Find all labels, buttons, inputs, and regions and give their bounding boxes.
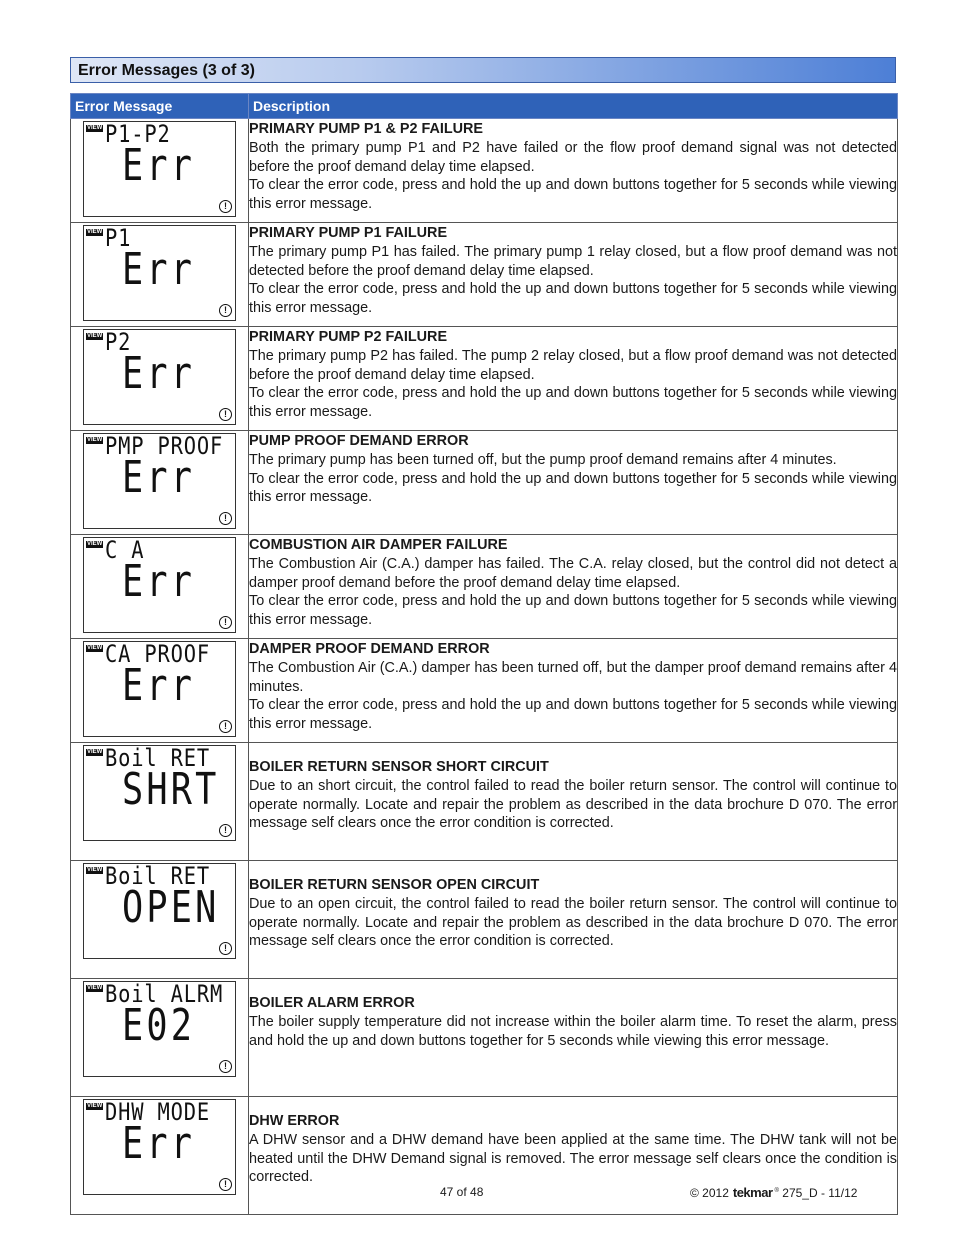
error-title: PUMP PROOF DEMAND ERROR (249, 433, 469, 449)
error-title: PRIMARY PUMP P1 & P2 FAILURE (249, 121, 484, 137)
error-text: The Combustion Air (C.A.) damper has been turned off, but the damper proof demand remains after 4 minutes. (249, 659, 897, 695)
error-text: The primary pump P1 has failed. The primary pump 1 relay closed, but a flow proof demand was not detected before the proof demand delay time elapsed. (249, 243, 897, 279)
lcd-bottom-text: Err (122, 140, 196, 191)
description-cell (249, 743, 898, 861)
error-text: Due to an open circuit, the control failed to read the boiler return sensor. The control will continue to operate normally. Locate and repair the problem as described in the data brochure D 070. The error message self clears once the error condition is corrected. (249, 895, 897, 950)
lcd-bottom-text: OPEN (122, 882, 220, 933)
lcd-display (83, 1099, 236, 1195)
lcd-display (83, 641, 236, 737)
lcd-bottom-text: Err (122, 1118, 196, 1169)
section-title-text: Error Messages (3 of 3) (78, 62, 255, 79)
table-row (71, 743, 898, 861)
description-cell (249, 431, 898, 535)
lcd-display (83, 981, 236, 1077)
description-cell (249, 223, 898, 327)
lcd-bottom-text: Err (122, 660, 196, 711)
description-cell (249, 535, 898, 639)
lcd-top-text: P2 (105, 328, 132, 356)
lcd-cell (71, 743, 249, 861)
description-cell (249, 639, 898, 743)
view-indicator: VIEW (87, 541, 103, 547)
description-cell (249, 979, 898, 1097)
error-messages-table (70, 93, 898, 1215)
lcd-bottom-text: Err (122, 556, 196, 607)
footer-brand-line (690, 1185, 857, 1200)
description-cell (249, 327, 898, 431)
error-text: Due to an short circuit, the control failed to read the boiler return sensor. The control will continue to operate normally. Locate and repair the problem as described in the data brochure D 070. The error message self clears once the error condition is corrected. (249, 777, 897, 832)
lcd-cell (71, 223, 249, 327)
page-number: 47 of 48 (440, 1185, 484, 1199)
error-title: DAMPER PROOF DEMAND ERROR (249, 641, 490, 657)
section-title (70, 57, 896, 83)
lcd-cell (71, 861, 249, 979)
lcd-cell (71, 327, 249, 431)
lcd-top-text: Boil ALRM (105, 980, 224, 1008)
warning-icon: ! (219, 1178, 232, 1191)
copyright: © 2012 (690, 1186, 729, 1200)
warning-icon: ! (219, 616, 232, 629)
lcd-top-text: Boil RET (105, 744, 211, 772)
lcd-top-text: PMP PROOF (105, 432, 224, 460)
error-text: The primary pump has been turned off, but the pump proof demand remains after 4 minutes. (249, 451, 837, 468)
error-title: PRIMARY PUMP P2 FAILURE (249, 329, 448, 345)
table-row (71, 979, 898, 1097)
lcd-display (83, 329, 236, 425)
table-row (71, 223, 898, 327)
table-row (71, 639, 898, 743)
warning-icon: ! (219, 408, 232, 421)
lcd-bottom-text: Err (122, 244, 196, 295)
lcd-cell (71, 119, 249, 223)
view-indicator: VIEW (87, 867, 103, 873)
lcd-top-text: P1 (105, 224, 132, 252)
header-description: Description (249, 94, 898, 119)
lcd-display (83, 745, 236, 841)
view-indicator: VIEW (87, 437, 103, 443)
view-indicator: VIEW (87, 645, 103, 651)
error-clear-text: To clear the error code, press and hold the up and down buttons together for 5 seconds while viewing this error message. (249, 177, 897, 213)
warning-icon: ! (219, 720, 232, 733)
lcd-top-text: C A (105, 536, 145, 564)
lcd-cell (71, 639, 249, 743)
error-title: DHW ERROR (249, 1113, 340, 1129)
header-error-message: Error Message (71, 94, 249, 119)
error-clear-text: To clear the error code, press and hold the up and down buttons together for 5 seconds while viewing this error message. (249, 470, 897, 506)
warning-icon: ! (219, 512, 232, 525)
error-clear-text: To clear the error code, press and hold the up and down buttons together for 5 seconds while viewing this error message. (249, 697, 897, 733)
lcd-cell (71, 431, 249, 535)
error-text: The boiler supply temperature did not increase within the boiler alarm time. To reset the alarm, press and hold the up and down buttons together for 5 seconds while viewing this error message. (249, 1013, 897, 1049)
error-title: BOILER ALARM ERROR (249, 995, 415, 1011)
lcd-top-text: CA PROOF (105, 640, 211, 668)
table-row (71, 431, 898, 535)
lcd-display (83, 537, 236, 633)
table-header-row (71, 94, 898, 119)
view-indicator: VIEW (87, 229, 103, 235)
error-text: Both the primary pump P1 and P2 have failed or the flow proof demand signal was not detected before the proof demand delay time elapsed. (249, 139, 897, 175)
view-indicator: VIEW (87, 125, 103, 131)
lcd-cell (71, 1097, 249, 1215)
table-row (71, 119, 898, 223)
brand-logo: tekmar (732, 1185, 773, 1200)
error-text: A DHW sensor and a DHW demand have been applied at the same time. The DHW tank will not be heated until the DHW Demand signal is removed. The error message self clears once the condition is corrected. (249, 1131, 897, 1186)
warning-icon: ! (219, 824, 232, 837)
table-row (71, 327, 898, 431)
error-title: BOILER RETURN SENSOR OPEN CIRCUIT (249, 877, 540, 893)
view-indicator: VIEW (87, 1103, 103, 1109)
error-text: The primary pump P2 has failed. The pump 2 relay closed, but a flow proof demand was not detected before the proof demand delay time elapsed. (249, 347, 897, 383)
table-row (71, 535, 898, 639)
lcd-bottom-text: Err (122, 348, 196, 399)
warning-icon: ! (219, 200, 232, 213)
error-title: COMBUSTION AIR DAMPER FAILURE (249, 537, 508, 553)
lcd-display (83, 225, 236, 321)
description-cell (249, 119, 898, 223)
lcd-bottom-text: Err (122, 452, 196, 503)
lcd-bottom-text: E02 (122, 1000, 196, 1051)
lcd-top-text: P1-P2 (105, 120, 171, 148)
warning-icon: ! (219, 942, 232, 955)
view-indicator: VIEW (87, 749, 103, 755)
description-cell (249, 861, 898, 979)
warning-icon: ! (219, 1060, 232, 1073)
lcd-top-text: Boil RET (105, 862, 211, 890)
error-clear-text: To clear the error code, press and hold the up and down buttons together for 5 seconds while viewing this error message. (249, 385, 897, 421)
lcd-display (83, 863, 236, 959)
lcd-display (83, 433, 236, 529)
warning-icon: ! (219, 304, 232, 317)
error-clear-text: To clear the error code, press and hold the up and down buttons together for 5 seconds while viewing this error message. (249, 593, 897, 629)
error-title: PRIMARY PUMP P1 FAILURE (249, 225, 448, 241)
lcd-cell (71, 535, 249, 639)
table-row (71, 861, 898, 979)
view-indicator: VIEW (87, 985, 103, 991)
error-clear-text: To clear the error code, press and hold the up and down buttons together for 5 seconds while viewing this error message. (249, 281, 897, 317)
lcd-bottom-text: SHRT (122, 764, 220, 815)
view-indicator: VIEW (87, 333, 103, 339)
lcd-display (83, 121, 236, 217)
error-text: The Combustion Air (C.A.) damper has failed. The C.A. relay closed, but the control did not detect a damper proof demand before the proof demand delay time elapsed. (249, 555, 897, 591)
lcd-top-text: DHW MODE (105, 1098, 211, 1126)
registered-mark: ® (774, 1188, 779, 1194)
document-code: 275_D - 11/12 (782, 1186, 858, 1200)
error-title: BOILER RETURN SENSOR SHORT CIRCUIT (249, 759, 549, 775)
lcd-cell (71, 979, 249, 1097)
